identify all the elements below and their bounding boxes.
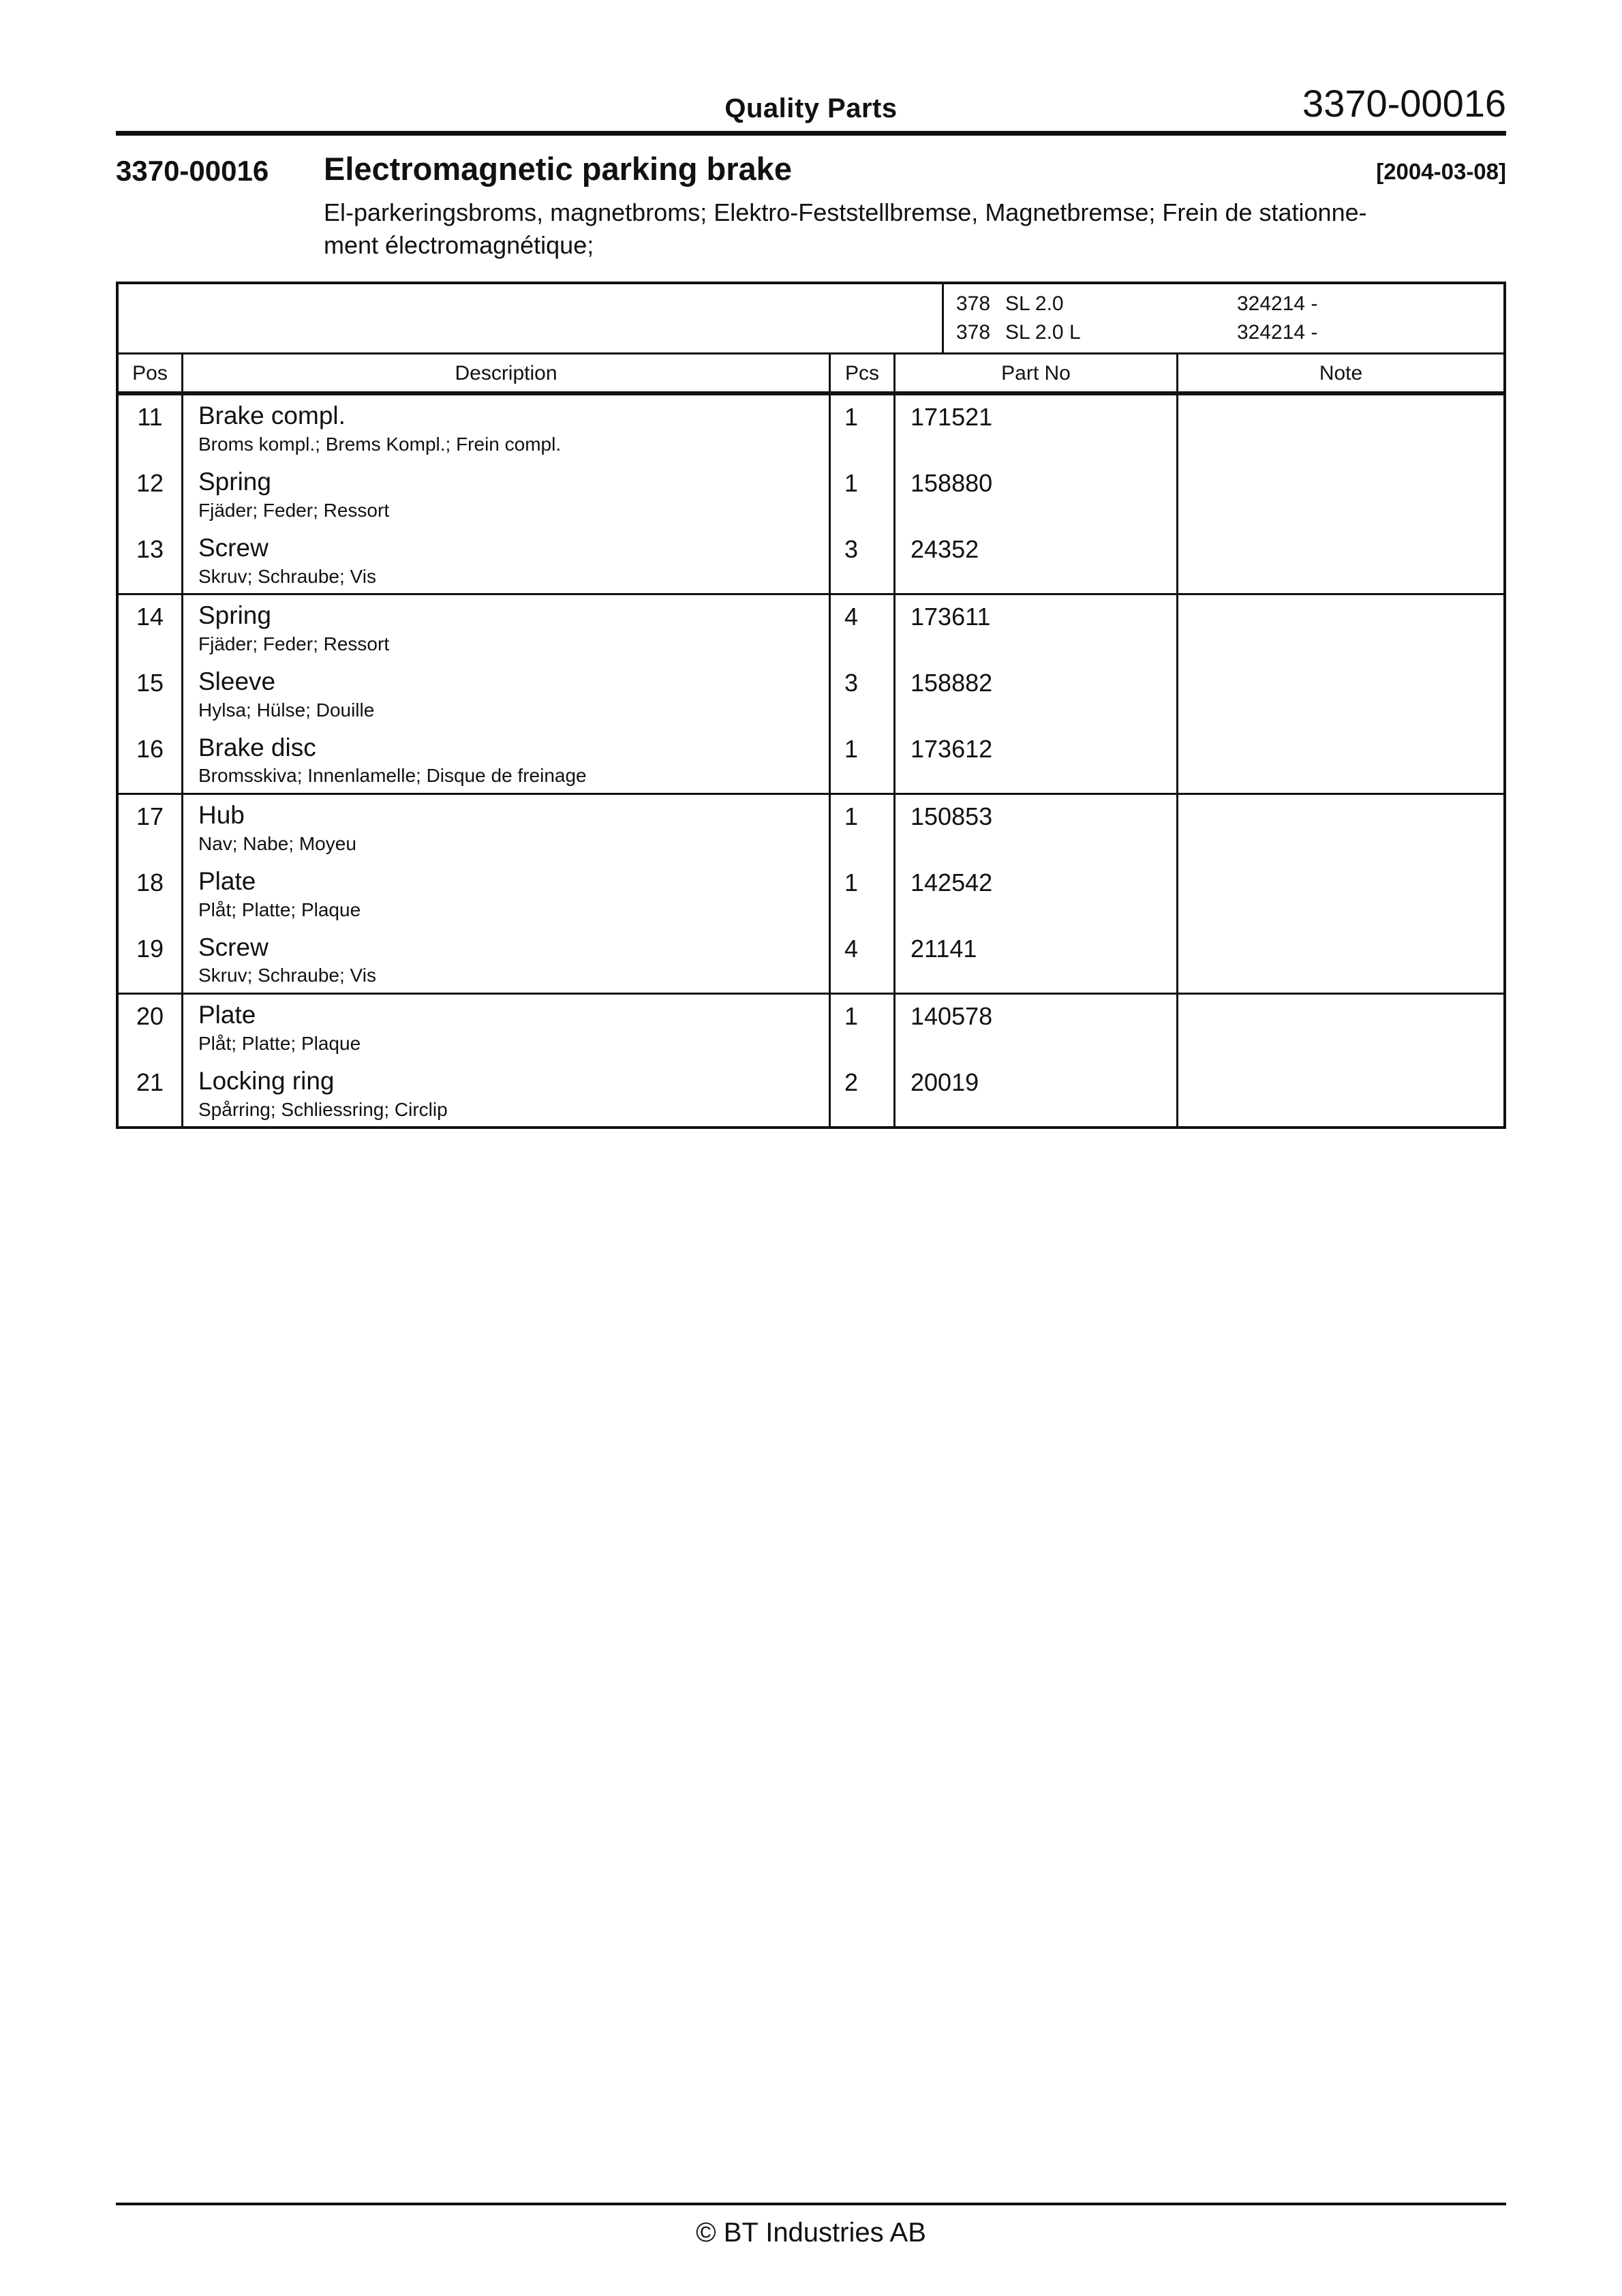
description-cell	[183, 661, 831, 727]
header-center-label: Quality Parts	[724, 93, 898, 123]
pos-value: 12	[119, 462, 183, 528]
table-row	[119, 727, 1503, 794]
model-row	[956, 292, 1503, 316]
table-row	[119, 861, 1503, 927]
part-name: Screw	[198, 533, 269, 562]
table-row	[119, 927, 1503, 993]
description-cell	[183, 528, 831, 594]
parts-table	[116, 282, 1506, 1129]
pos-value: 11	[119, 395, 183, 462]
pcs-value: 1	[831, 995, 896, 1061]
pos-value: 18	[119, 861, 183, 927]
part-no-value: 158880	[896, 462, 1178, 528]
pos-value: 19	[119, 927, 183, 993]
part-translations: Nav; Nabe; Moyeu	[198, 833, 356, 855]
description-cell	[183, 727, 831, 794]
note-cell	[1178, 927, 1503, 993]
model-name: SL 2.0	[1005, 292, 1064, 316]
pos-value: 17	[119, 795, 183, 861]
pos-value: 16	[119, 727, 183, 794]
pcs-value: 1	[831, 795, 896, 861]
pcs-value: 1	[831, 727, 896, 794]
part-no-value: 24352	[896, 528, 1178, 594]
row-group	[119, 595, 1503, 795]
part-name: Spring	[198, 601, 271, 630]
part-translations: Bromsskiva; Innenlamelle; Disque de freinage	[198, 765, 587, 787]
row-group	[119, 395, 1503, 595]
model-code: 378	[956, 321, 991, 344]
table-row	[119, 661, 1503, 727]
note-cell	[1178, 395, 1503, 462]
note-cell	[1178, 661, 1503, 727]
pos-value: 14	[119, 595, 183, 661]
pcs-value: 1	[831, 462, 896, 528]
model-serial: 324214 -	[1237, 321, 1318, 344]
row-group	[119, 795, 1503, 995]
page-footer	[116, 2203, 1506, 2248]
part-name: Screw	[198, 933, 269, 961]
part-name: Brake compl.	[198, 402, 346, 430]
note-cell	[1178, 861, 1503, 927]
part-translations: Broms kompl.; Brems Kompl.; Frein compl.	[198, 434, 562, 455]
part-name: Plate	[198, 1001, 256, 1029]
description-cell	[183, 595, 831, 661]
doc-id: 3370-00016	[116, 155, 269, 187]
part-no-value: 158882	[896, 661, 1178, 727]
pcs-value: 3	[831, 661, 896, 727]
part-translations: Hylsa; Hülse; Douille	[198, 699, 375, 721]
copyright-text: © BT Industries AB	[696, 2218, 926, 2248]
part-translations: Plåt; Platte; Plaque	[198, 898, 361, 920]
pcs-value: 4	[831, 595, 896, 661]
part-translations: Skruv; Schraube; Vis	[198, 565, 376, 587]
description-cell	[183, 395, 831, 462]
part-name: Plate	[198, 866, 256, 895]
part-no-value: 150853	[896, 795, 1178, 861]
pcs-value: 3	[831, 528, 896, 594]
part-name: Brake disc	[198, 733, 316, 761]
model-box-info	[944, 284, 1503, 352]
model-box	[119, 284, 1503, 354]
pcs-value: 4	[831, 927, 896, 993]
model-row	[956, 321, 1503, 344]
part-no-value: 21141	[896, 927, 1178, 993]
pos-value: 21	[119, 1061, 183, 1127]
column-header-pcs: Pcs	[831, 354, 896, 391]
note-cell	[1178, 1061, 1503, 1127]
part-translations: Fjäder; Feder; Ressort	[198, 633, 390, 655]
part-no-value: 140578	[896, 995, 1178, 1061]
part-translations: Plåt; Platte; Plaque	[198, 1032, 361, 1054]
model-name: SL 2.0 L	[1005, 321, 1081, 344]
description-cell	[183, 462, 831, 528]
pcs-value: 2	[831, 1061, 896, 1127]
pos-value: 20	[119, 995, 183, 1061]
table-row	[119, 1061, 1503, 1127]
part-translations: Skruv; Schraube; Vis	[198, 965, 376, 986]
subtitle-line1: El-parkeringsbroms, magnetbroms; Elektro-Feststellbremse, Magnetbremse; Frein de stationne-	[324, 198, 1367, 227]
page-title: Electromagnetic parking brake	[324, 151, 792, 187]
table-row	[119, 995, 1503, 1061]
part-name: Locking ring	[198, 1066, 335, 1095]
table-row	[119, 795, 1503, 861]
subtitle-line2: ment électromagnétique;	[324, 230, 594, 259]
pos-value: 13	[119, 528, 183, 594]
column-header-note: Note	[1319, 362, 1363, 385]
column-header-pos: Pos	[119, 354, 183, 391]
description-cell	[183, 995, 831, 1061]
model-box-empty-cell	[119, 284, 944, 352]
note-cell	[1178, 727, 1503, 794]
table-row	[119, 528, 1503, 594]
part-name: Hub	[198, 801, 245, 830]
description-cell	[183, 1061, 831, 1127]
part-no-value: 171521	[896, 395, 1178, 462]
pos-value: 15	[119, 661, 183, 727]
date-stamp: [2004-03-08]	[1376, 159, 1506, 184]
note-cell	[1178, 462, 1503, 528]
part-no-value: 20019	[896, 1061, 1178, 1127]
note-cell	[1178, 595, 1503, 661]
header-doc-number: 3370-00016	[1302, 82, 1506, 125]
note-cell	[1178, 995, 1503, 1061]
pcs-value: 1	[831, 861, 896, 927]
title-main	[324, 152, 1506, 261]
note-cell	[1178, 528, 1503, 594]
description-cell	[183, 861, 831, 927]
title-block	[116, 152, 1506, 261]
page-subtitle	[324, 196, 1506, 261]
table-header-row	[119, 354, 1503, 395]
description-cell	[183, 795, 831, 861]
table-row	[119, 395, 1503, 462]
model-serial: 324214 -	[1237, 292, 1318, 316]
pcs-value: 1	[831, 395, 896, 462]
part-name: Spring	[198, 468, 271, 496]
part-no-value: 173611	[896, 595, 1178, 661]
model-code: 378	[956, 292, 991, 316]
table-body	[119, 395, 1503, 1126]
part-name: Sleeve	[198, 667, 276, 695]
note-cell	[1178, 795, 1503, 861]
part-no-value: 173612	[896, 727, 1178, 794]
column-header-description: Description	[183, 354, 831, 391]
part-translations: Fjäder; Feder; Ressort	[198, 499, 390, 521]
table-row	[119, 462, 1503, 528]
column-header-part-no: Part No	[896, 354, 1178, 391]
table-row	[119, 595, 1503, 661]
description-cell	[183, 927, 831, 993]
page-header	[116, 61, 1506, 136]
row-group	[119, 995, 1503, 1126]
part-translations: Spårring; Schliessring; Circlip	[198, 1098, 448, 1120]
part-no-value: 142542	[896, 861, 1178, 927]
